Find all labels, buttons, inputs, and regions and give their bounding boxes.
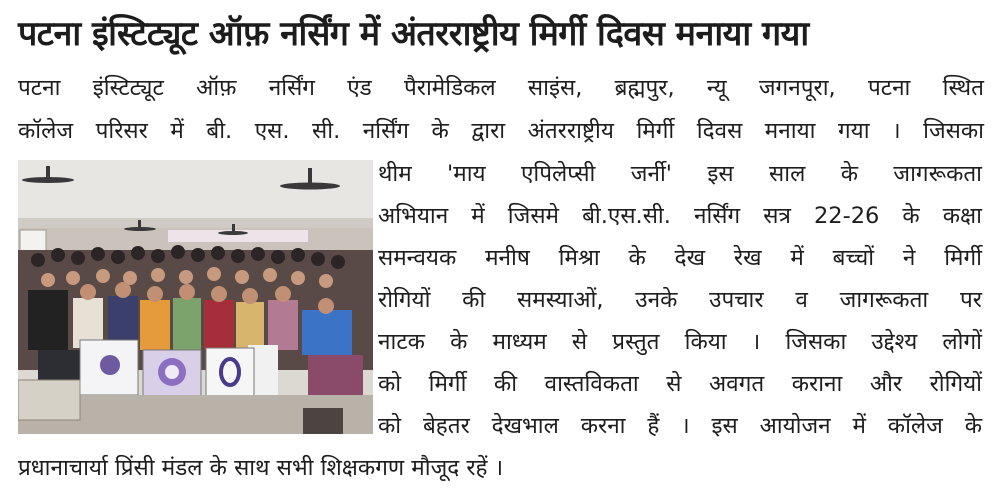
article-line-2: कॉलेज परिसर में बी. एस. सी. नर्सिंग के द्वारा अंतरराष्ट्रीय मिर्गी दिवस मनाया गया । जिसका (18, 118, 984, 144)
article-line-5: समन्वयक मनीष मिश्रा के देख रेख में बच्चों ने मिर्गी (378, 245, 982, 271)
article-line-6: रोगियों की समस्याओं, उनके उपचार व जागरूकता पर (378, 287, 982, 313)
article-line-7: नाटक के माध्यम से प्रस्तुत किया । जिसका उद्देश्य लोगों (378, 329, 982, 355)
headline: पटना इंस्टिट्यूट ऑफ़ नर्सिंग में अंतरराष्ट्रीय मिर्गी दिवस मनाया गया (18, 14, 809, 54)
article-line-1: पटना इंस्टिट्यूट ऑफ़ नर्सिंग एंड पैरामेडिकल साइंस, ब्रह्मपुर, न्यू जगनपूरा, पटना स्थित (18, 75, 984, 101)
article-line-10: प्रधानाचार्या प्रिंसी मंडल के साथ सभी शिक्षकगण मौजूद रहें । (18, 455, 504, 481)
article-line-3: थीम 'माय एपिलेप्सी जर्नी' इस साल के जागरूकता (378, 161, 982, 187)
article-line-9: को बेहतर देखभाल करना हैं । इस आयोजन में कॉलेज के (378, 413, 982, 439)
article-line-8: को मिर्गी की वास्तविकता से अवगत कराना और रोगियों (378, 371, 982, 397)
article-line-4: अभियान में जिसमे बी.एस.सी. नर्सिंग सत्र 22-26 के कक्षा (378, 203, 982, 229)
group-photo (18, 160, 373, 434)
